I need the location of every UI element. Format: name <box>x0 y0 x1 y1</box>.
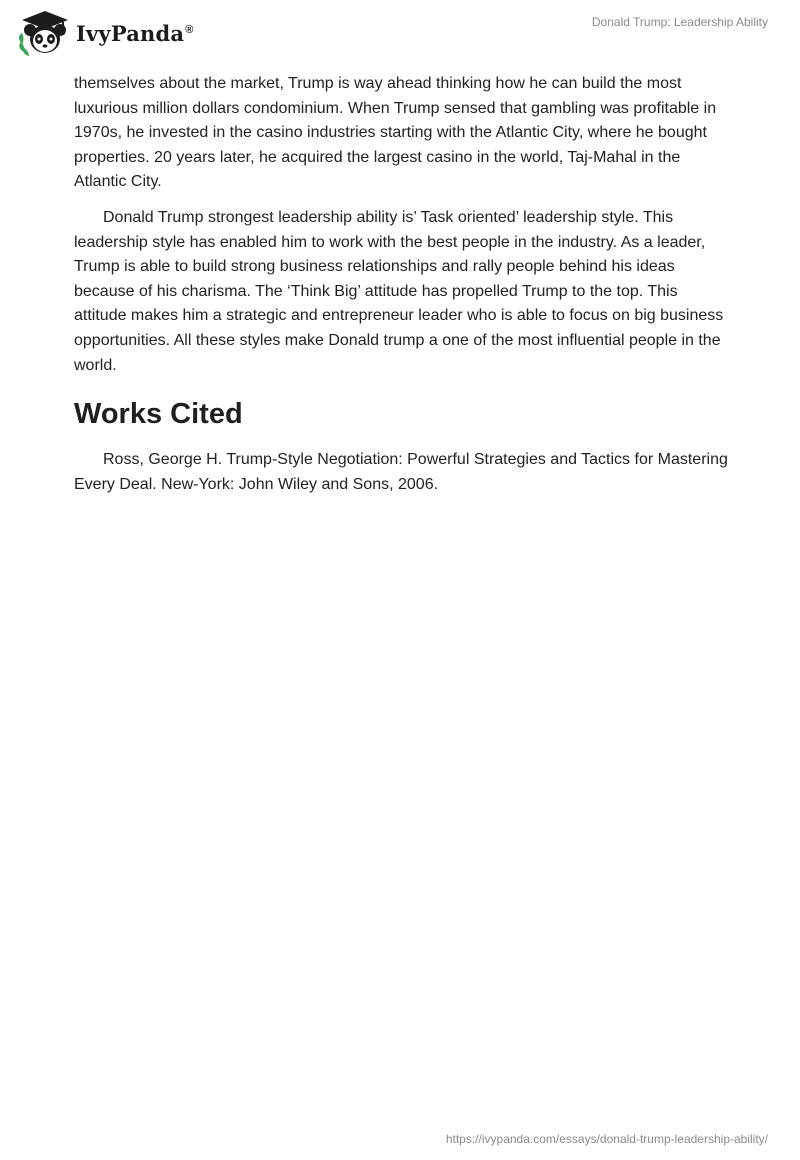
citation-entry: Ross, George H. Trump-Style Negotiation: Powerful Strategies and Tactics for Mastering Every Deal. New-York: John Wiley and Sons, 2006. <box>74 451 728 493</box>
page-header <box>0 0 800 64</box>
panda-graduate-icon <box>16 8 74 58</box>
body-paragraph: Donald Trump strongest leadership ability is’ Task oriented’ leadership style. This leadership style has enabled him to work with the best people in the industry. As a leader, Trump is able to build strong business relationships and rally people behind his ideas because of his charisma. The ‘Think Big’ attitude has propelled Trump to the top. This attitude makes him a strategic and entrepreneur leader who is able to focus on big business opportunities. All these styles make Donald trump a one of the most influential people in the world. <box>74 208 724 374</box>
works-cited-heading: Works Cited <box>74 398 243 431</box>
essay-content <box>74 72 734 508</box>
document-title: Donald Trump: Leadership Ability <box>591 15 768 29</box>
brand-logo[interactable] <box>16 8 194 58</box>
registered-mark: ® <box>185 23 194 36</box>
brand-name: IvyPanda® <box>76 20 194 46</box>
body-paragraph: themselves about the market, Trump is way ahead thinking how he can build the most luxurious million dollars condominium. When Trump sensed that gambling was profitable in 1970s, he invested in the casino industries starting with the Atlantic City, where he bought properties. 20 years later, he acquired the largest casino in the world, Taj-Mahal in the Atlantic City. <box>74 75 717 191</box>
footer-url[interactable]: https://ivypanda.com/essays/donald-trump-leadership-ability/ <box>445 1132 768 1146</box>
